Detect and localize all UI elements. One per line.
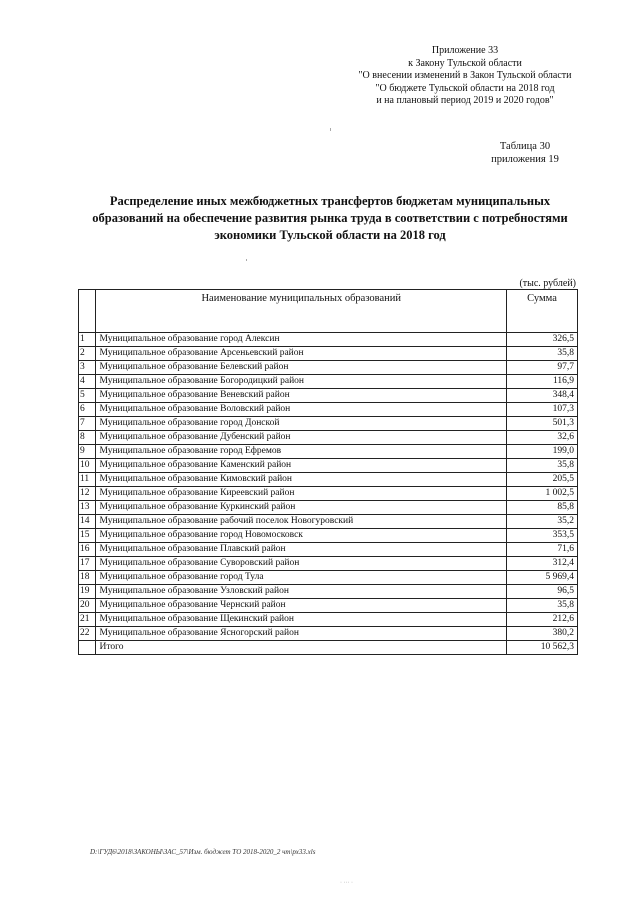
municipality-name: Муниципальное образование Куркинский район: [96, 501, 507, 515]
amount: 35,8: [507, 459, 578, 473]
appendix-line: "О внесении изменений в Закон Тульской области: [358, 70, 572, 81]
table-row: [79, 347, 578, 361]
table-row: [79, 487, 578, 501]
table-row: [79, 571, 578, 585]
table-row: [79, 515, 578, 529]
appendix-line: "О бюджете Тульской области на 2018 год: [375, 82, 555, 94]
amount: 96,5: [507, 585, 578, 599]
municipality-name: Муниципальное образование Киреевский район: [96, 487, 507, 501]
column-header-sum: Сумма: [507, 290, 578, 333]
table-row: [79, 529, 578, 543]
row-number: 15: [79, 529, 96, 543]
column-header-number: [79, 290, 96, 333]
municipality-name: Муниципальное образование Кимовский район: [96, 473, 507, 487]
appendix-number: приложения 19: [491, 154, 559, 165]
row-number: 4: [79, 375, 96, 389]
municipality-name: Муниципальное образование Чернский район: [96, 599, 507, 613]
municipality-name: Муниципальное образование Щекинский район: [96, 613, 507, 627]
table-row: [79, 389, 578, 403]
file-path: D:\ГУД6\2018\ЗАКОНЫ\ЗАС_57\Изм. бюджет ТО 2018-2020_2 чт\рх33.xls: [90, 848, 316, 856]
amount: 380,2: [507, 627, 578, 641]
municipality-name: Муниципальное образование Богородицкий район: [96, 375, 507, 389]
row-number: 21: [79, 613, 96, 627]
appendix-line: и на плановый период 2019 и 2020 годов": [376, 95, 554, 106]
municipality-name: Муниципальное образование Суворовский район: [96, 557, 507, 571]
row-number: 7: [79, 417, 96, 431]
amount: 353,5: [507, 529, 578, 543]
table-body: [79, 333, 578, 655]
scan-speck: [246, 259, 247, 261]
scan-noise: · ··· ·: [340, 880, 353, 886]
table-number: Таблица 30: [499, 141, 551, 152]
table-row: [79, 459, 578, 473]
amount: 35,8: [507, 599, 578, 613]
amount: 501,3: [507, 417, 578, 431]
amount: 97,7: [507, 361, 578, 375]
column-header-name: Наименование муниципальных образований: [96, 290, 507, 333]
municipality-name: Муниципальное образование город Тула: [96, 571, 507, 585]
amount: 205,5: [507, 473, 578, 487]
row-number: 2: [79, 347, 96, 361]
table-row: [79, 431, 578, 445]
table-row: [79, 501, 578, 515]
municipality-name: Муниципальное образование Воловский район: [96, 403, 507, 417]
table-row: [79, 333, 578, 347]
document-title: Распределение иных межбюджетных трансфертов бюджетам муниципальных образований на обеспечение развития рынка труда в соответствии с потребностями экономики Тульской области на 2018 год: [92, 194, 568, 242]
municipality-name: Муниципальное образование Веневский район: [96, 389, 507, 403]
total-amount: 10 562,3: [507, 641, 578, 655]
table-reference: [470, 140, 580, 166]
total-row: [79, 641, 578, 655]
table-row: [79, 599, 578, 613]
municipality-name: Муниципальное образование город Новомосковск: [96, 529, 507, 543]
municipality-name: Муниципальное образование город Алексин: [96, 333, 507, 347]
municipality-name: Муниципальное образование город Ефремов: [96, 445, 507, 459]
amount: 5 969,4: [507, 571, 578, 585]
municipality-name: Муниципальное образование рабочий поселок Новогуровский: [96, 515, 507, 529]
municipality-name: Муниципальное образование Арсеньевский район: [96, 347, 507, 361]
municipality-name: Муниципальное образование город Донской: [96, 417, 507, 431]
appendix-reference: [350, 45, 580, 108]
municipality-name: Муниципальное образование Каменский район: [96, 459, 507, 473]
amount: 107,3: [507, 403, 578, 417]
appendix-line: Приложение 33: [431, 45, 499, 56]
amount: 35,2: [507, 515, 578, 529]
amount: 326,5: [507, 333, 578, 347]
row-number: 3: [79, 361, 96, 375]
row-number: 19: [79, 585, 96, 599]
table-row: [79, 375, 578, 389]
amount: 348,4: [507, 389, 578, 403]
appendix-line: к Закону Тульской области: [408, 57, 522, 69]
row-number: 20: [79, 599, 96, 613]
scan-speck: [330, 128, 331, 131]
table-header-row: [79, 290, 578, 333]
table-row: [79, 585, 578, 599]
municipality-name: Муниципальное образование Плавский район: [96, 543, 507, 557]
total-number: [79, 641, 96, 655]
amount: 116,9: [507, 375, 578, 389]
amount: 85,8: [507, 501, 578, 515]
row-number: 6: [79, 403, 96, 417]
table-row: [79, 557, 578, 571]
amount: 212,6: [507, 613, 578, 627]
table-row: [79, 417, 578, 431]
municipality-name: Муниципальное образование Ясногорский район: [96, 627, 507, 641]
amount: 312,4: [507, 557, 578, 571]
amount: 1 002,5: [507, 487, 578, 501]
municipality-name: Муниципальное образование Узловский район: [96, 585, 507, 599]
row-number: 18: [79, 571, 96, 585]
table-row: [79, 613, 578, 627]
row-number: 5: [79, 389, 96, 403]
row-number: 14: [79, 515, 96, 529]
row-number: 9: [79, 445, 96, 459]
table-row: [79, 543, 578, 557]
row-number: 10: [79, 459, 96, 473]
row-number: 12: [79, 487, 96, 501]
total-label: Итого: [96, 641, 507, 655]
row-number: 13: [79, 501, 96, 515]
row-number: 8: [79, 431, 96, 445]
municipality-name: Муниципальное образование Белевский район: [96, 361, 507, 375]
units-label: (тыс. рублей): [519, 278, 576, 289]
table-row: [79, 361, 578, 375]
amount: 199,0: [507, 445, 578, 459]
amount: 71,6: [507, 543, 578, 557]
table-row: [79, 403, 578, 417]
municipality-name: Муниципальное образование Дубенский район: [96, 431, 507, 445]
table-row: [79, 473, 578, 487]
row-number: 16: [79, 543, 96, 557]
row-number: 22: [79, 627, 96, 641]
row-number: 11: [79, 473, 96, 487]
row-number: 1: [79, 333, 96, 347]
row-number: 17: [79, 557, 96, 571]
table-row: [79, 445, 578, 459]
amount: 35,8: [507, 347, 578, 361]
table-row: [79, 627, 578, 641]
amount: 32,6: [507, 431, 578, 445]
transfers-table: [78, 289, 578, 655]
